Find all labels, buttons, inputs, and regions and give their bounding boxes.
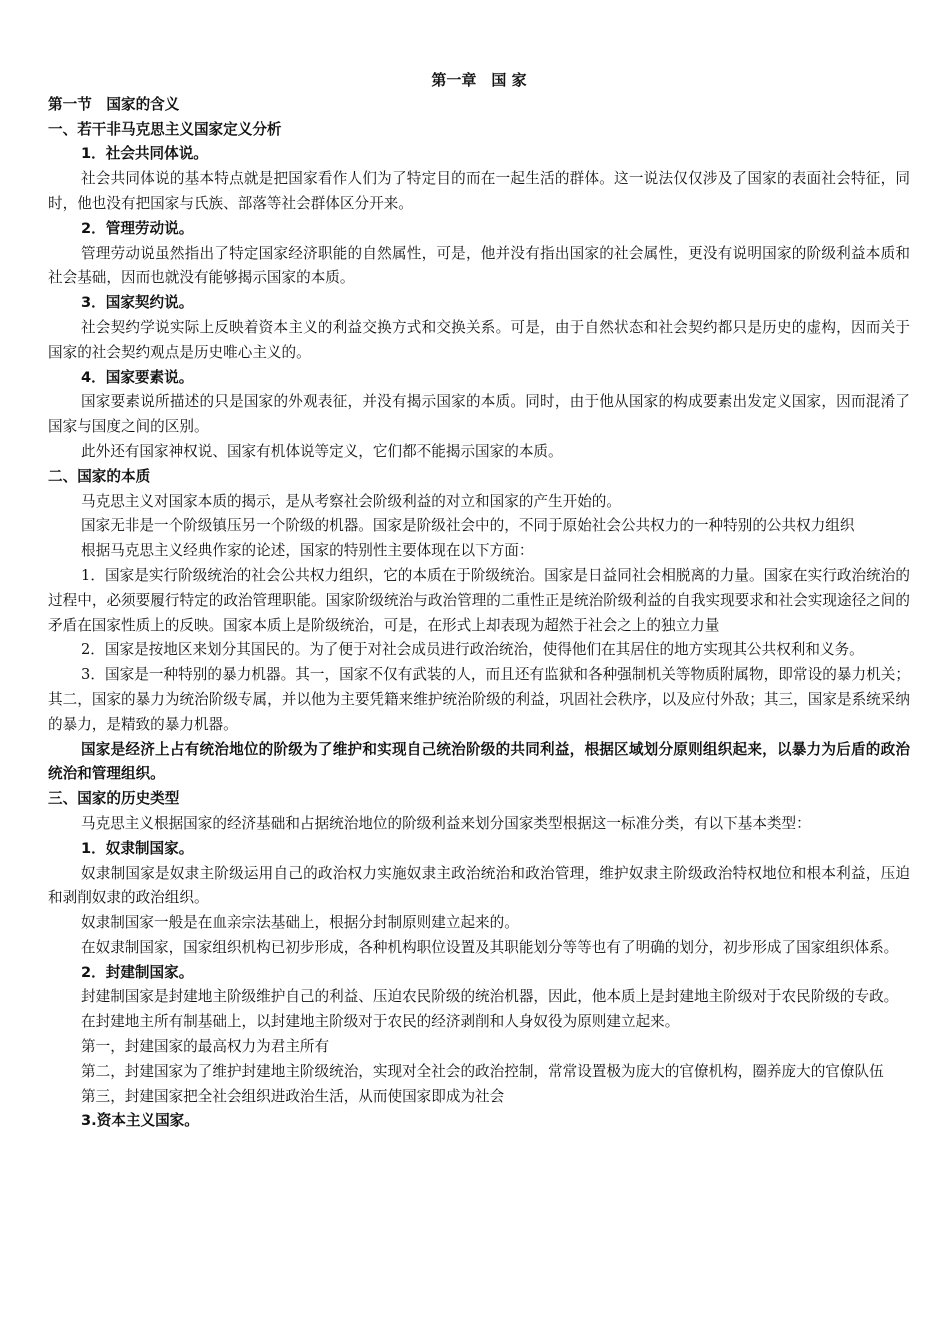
paragraph: 第二，封建国家为了维护封建地主阶级统治，实现对全社会的政治控制，常常设置极为庞大的官僚机构，圈养庞大的官僚队伍 [81,1062,884,1080]
paragraph: 第一，封建国家的最高权力为君主所有 [81,1038,330,1056]
section-heading: 第一节 国家的含义 [48,95,180,113]
paragraph: 封建制国家是封建地主阶级维护自己的利益、压迫农民阶级的统治机器，因此，他本质上是封建地主阶级对于农民阶级的专政。 [81,988,899,1006]
paragraph: 国家要素说所描述的只是国家的外观表征，并没有揭示国家的本质。同时，由于他从国家的构成要素出发定义国家，因而混淆了国家与国度之间的区别。 [48,393,910,436]
subsection-heading: 4．国家要素说。 [81,368,194,386]
section-heading: 二、国家的本质 [48,467,151,485]
paragraph: 奴隶制国家是奴隶主阶级运用自己的政治权力实施奴隶主政治统治和政治管理，维护奴隶主阶级政治特权地位和根本利益，压迫和剥削奴隶的政治组织。 [48,864,910,907]
paragraph: 奴隶制国家一般是在血亲宗法基础上，根据分封制原则建立起来的。 [81,914,519,932]
paragraph: 在奴隶制国家，国家组织机构已初步形成，各种机构职位设置及其职能划分等等也有了明确的划分，初步形成了国家组织体系。 [81,938,899,956]
paragraph: 根据马克思主义经典作家的论述，国家的特别性主要体现在以下方面： [81,542,534,560]
chapter-title: 第一章 国 家 [431,71,527,89]
paragraph: 国家无非是一个阶级镇压另一个阶级的机器。国家是阶级社会中的，不同于原始社会公共权力的一种特别的公共权力组织 [81,517,855,535]
paragraph: 3．国家是一种特别的暴力机器。其一，国家不仅有武装的人，而且还有监狱和各种强制机关等物质附属物，即常设的暴力机关；其二，国家的暴力为统治阶级专属，并以他为主要凭籍来维护统治阶级的利益，巩固社会秩序，以及应付外敌；其三，国家是系统采纳的暴力，是精致的暴力机器。 [48,666,910,733]
paragraph: 管理劳动说虽然指出了特定国家经济职能的自然属性，可是，他并没有指出国家的社会属性，更没有说明国家的阶级利益本质和社会基础，因而也就没有能够揭示国家的本质。 [48,244,910,287]
paragraph: 此外还有国家神权说、国家有机体说等定义，它们都不能揭示国家的本质。 [81,442,563,460]
paragraph: 社会契约学说实际上反映着资本主义的利益交换方式和交换关系。可是，由于自然状态和社会契约都只是历史的虚构，因而关于国家的社会契约观点是历史唯心主义的。 [48,318,910,361]
paragraph: 第三，封建国家把全社会组织进政治生活，从而使国家即成为社会 [81,1087,505,1105]
subsection-heading: 3.资本主义国家。 [81,1112,199,1130]
subsection-heading: 3．国家契约说。 [81,294,194,312]
bold-paragraph: 国家是经济上占有统治地位的阶级为了维护和实现自己统治阶级的共同利益，根据区域划分原则组织起来，以暴力为后盾的政治统治和管理组织。 [48,740,910,783]
paragraph: 1．国家是实行阶级统治的社会公共权力组织，它的本质在于阶级统治。国家是日益同社会相脱离的力量。国家在实行政治统治的过程中，必须要履行特定的政治管理职能。国家阶级统治与政治管理的二重性正是统治阶级利益的自我实现要求和社会实现途径之间的矛盾在国家性质上的反映。国家本质上是阶级统治，可是，在形式上却表现为超然于社会之上的独立力量 [48,566,910,634]
subsection-heading: 1．奴隶制国家。 [81,839,194,857]
paragraph: 社会共同体说的基本特点就是把国家看作人们为了特定目的而在一起生活的群体。这一说法仅仅涉及了国家的表面社会特征，同时，他也没有把国家与氏族、部落等社会群体区分开来。 [48,170,910,212]
paragraph: 在封建地主所有制基础上，以封建地主阶级对于农民的经济剥削和人身奴役为原则建立起来。 [81,1013,680,1031]
subsection-heading: 2．管理劳动说。 [81,219,194,237]
paragraph: 马克思主义根据国家的经济基础和占据统治地位的阶级利益来划分国家类型根据这一标准分类，有以下基本类型： [81,814,811,832]
subsection-heading: 1．社会共同体说。 [81,145,208,163]
section-heading: 三、国家的历史类型 [48,790,180,808]
paragraph: 2．国家是按地区来划分其国民的。为了便于对社会成员进行政治统治，使得他们在其居住的地方实现其公共权利和义务。 [81,641,864,659]
section-heading: 一、若干非马克思主义国家定义分析 [48,120,282,138]
paragraph: 马克思主义对国家本质的揭示，是从考察社会阶级利益的对立和国家的产生开始的。 [81,492,621,510]
document-page [48,68,910,1134]
document-body [48,93,910,1134]
subsection-heading: 2．封建制国家。 [81,963,194,981]
